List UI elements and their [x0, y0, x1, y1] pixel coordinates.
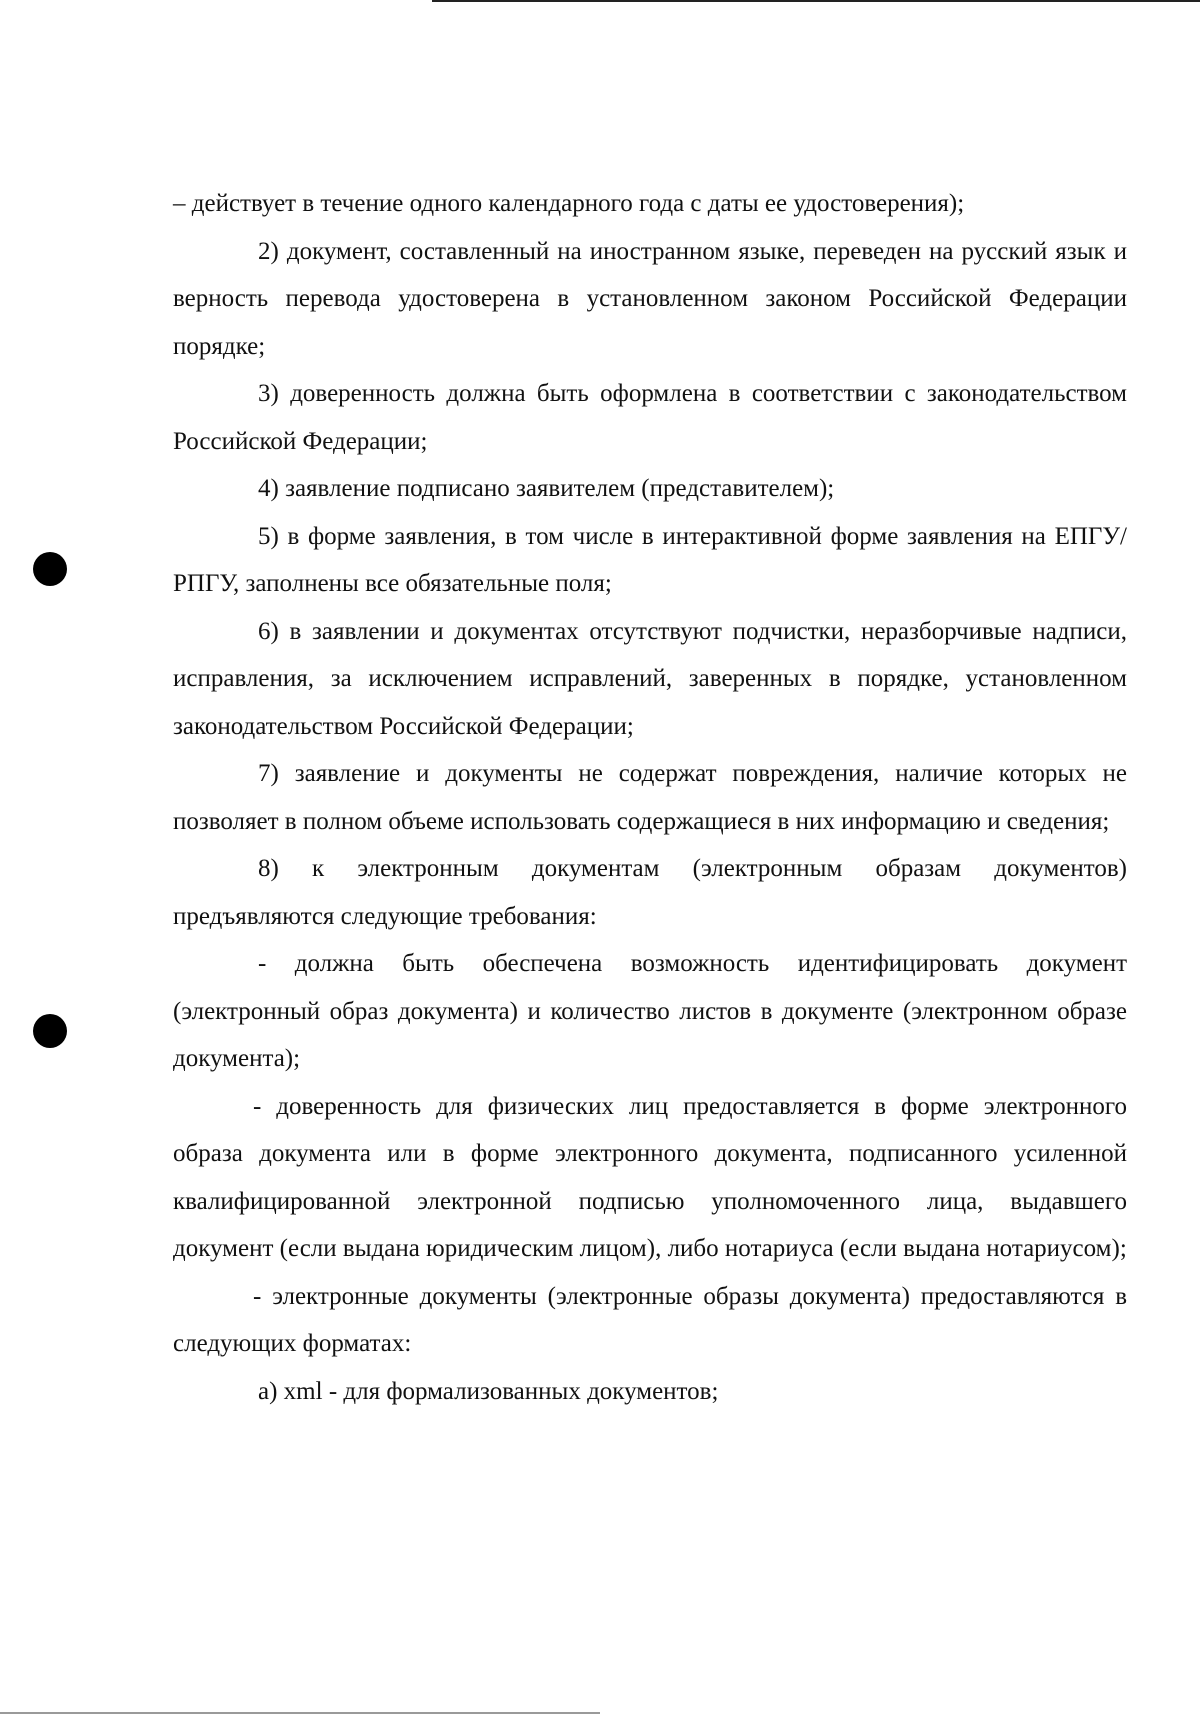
document-body — [173, 180, 1127, 1415]
paragraph: 8) к электронным документам (электронным образам документов) предъявляются следующие требования: — [173, 855, 1127, 930]
paragraph: - электронные документы (электронные образы документа) предоставляются в следующих форматах: — [173, 1282, 1127, 1357]
punch-hole-mark — [33, 1014, 67, 1048]
scan-border-bottom — [0, 1712, 600, 1714]
paragraph: 4) заявление подписано заявителем (представителем); — [258, 475, 835, 502]
paragraph: 3) доверенность должна быть оформлена в соответствии с законодательством Российской Федерации; — [173, 380, 1127, 455]
paragraph: - должна быть обеспечена возможность идентифицировать документ (электронный образ документа) и количество листов в документе (электронном образе документа); — [173, 950, 1127, 1072]
paragraph: 6) в заявлении и документах отсутствуют подчистки, неразборчивые надписи, исправления, за исключением исправлений, заверенных в порядке, установленном законодательством Российской Федерации; — [173, 617, 1127, 740]
punch-hole-mark — [33, 552, 67, 586]
paragraph: 7) заявление и документы не содержат повреждения, наличие которых не позволяет в полном объеме использовать содержащиеся в них информацию и сведения; — [173, 760, 1127, 835]
paragraph: – действует в течение одного календарного года с даты ее удостоверения); — [173, 190, 965, 217]
paragraph: 5) в форме заявления, в том числе в интерактивной форме заявления на ЕПГУ/РПГУ, заполнены все обязательные поля; — [173, 522, 1127, 597]
paragraph: - доверенность для физических лиц предоставляется в форме электронного образа документа или в форме электронного документа, подписанного усиленной квалифицированной электронной подписью уполномоченного лица, выдавшего документ (если выдана юридическим лицом), либо нотариуса (если выдана нотариусом); — [173, 1092, 1127, 1262]
paragraph: 2) документ, составленный на иностранном языке, переведен на русский язык и верность перевода удостоверена в установленном законом Российской Федерации порядке; — [173, 237, 1127, 360]
scan-border-top — [432, 0, 1200, 2]
paragraph: а) xml - для формализованных документов; — [258, 1377, 719, 1405]
